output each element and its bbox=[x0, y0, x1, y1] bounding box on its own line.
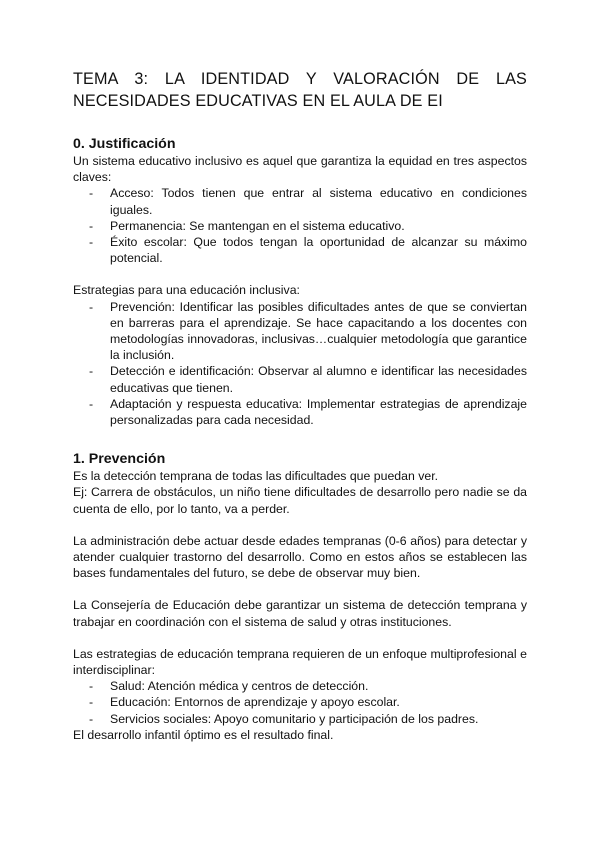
areas-list bbox=[73, 678, 527, 727]
bullet-dash: - bbox=[89, 218, 94, 233]
closing-sentence: El desarrollo infantil óptimo es el resultado final. bbox=[73, 727, 334, 742]
paragraph-administracion: La administración debe actuar desde edades tempranas (0-6 años) para detectar y atender cualquier trastorno del desarrollo. Como en estos años se establecen las bases fundamentales del futuro, se debe de observar muy bien. bbox=[73, 533, 527, 581]
prevencion-definition: Es la detección temprana de todas las dificultades que puedan ver. bbox=[73, 469, 439, 484]
bullet-dash: - bbox=[89, 695, 94, 710]
bullet-dash: - bbox=[89, 235, 94, 250]
list-item: - Servicios sociales: Apoyo comunitario y participación de los padres. bbox=[89, 711, 479, 726]
list-item: - Adaptación y respuesta educativa: Implementar estrategias de aprendizaje personalizadas para cada necesidad. bbox=[89, 396, 527, 428]
list-item: - Prevención: Identificar las posibles dificultades antes de que se conviertan en barreras para el aprendizaje. Se hace capacitando a los docentes con metodologías innovadoras, inclusivas…cualquier metodología que garantice la inclusión. bbox=[89, 299, 527, 363]
list-item: - Educación: Entornos de aprendizaje y apoyo escolar. bbox=[89, 695, 400, 710]
aspects-list bbox=[73, 185, 527, 266]
list-item: - Salud: Atención médica y centros de detección. bbox=[89, 679, 369, 694]
document-title: TEMA 3: LA IDENTIDAD Y VALORACIÓN DE LAS NECESIDADES EDUCATIVAS EN EL AULA DE EI bbox=[73, 70, 527, 110]
bullet-dash: - bbox=[89, 396, 94, 411]
strategies-list bbox=[73, 299, 527, 429]
bullet-dash: - bbox=[89, 299, 94, 314]
list-item: - Acceso: Todos tienen que entrar al sistema educativo en condiciones iguales. bbox=[89, 186, 527, 217]
section-heading-justificacion: 0. Justificación bbox=[73, 136, 176, 152]
prevencion-example: Ej: Carrera de obstáculos, un niño tiene dificultades de desarrollo pero nadie se da cuenta de ello, por lo tanto, va a perder. bbox=[73, 485, 527, 516]
list-item: - Éxito escolar: Que todos tengan la oportunidad de alcanzar su máximo potencial. bbox=[89, 235, 527, 266]
section-prevencion bbox=[73, 451, 527, 743]
list-item: - Permanencia: Se mantengan en el sistema educativo. bbox=[89, 218, 405, 233]
justificacion-intro: Un sistema educativo inclusivo es aquel que garantiza la equidad en tres aspectos claves: bbox=[73, 154, 527, 185]
bullet-dash: - bbox=[89, 711, 94, 726]
bullet-dash: - bbox=[89, 679, 94, 694]
strategies-intro: Estrategias para una educación inclusiva: bbox=[73, 283, 300, 298]
paragraph-estrategias: Las estrategias de educación temprana requieren de un enfoque multiprofesional e interdisciplinar: bbox=[73, 646, 527, 678]
section-heading-prevencion: 1. Prevención bbox=[73, 451, 166, 468]
list-item: - Detección e identificación: Observar al alumno e identificar las necesidades educativas que tienen. bbox=[89, 364, 527, 395]
bullet-dash: - bbox=[89, 364, 94, 379]
section-justificacion bbox=[73, 136, 527, 428]
bullet-dash: - bbox=[89, 186, 94, 201]
paragraph-consejeria: La Consejería de Educación debe garantizar un sistema de detección temprana y trabajar en coordinación con el sistema de salud y otras instituciones. bbox=[73, 598, 527, 629]
